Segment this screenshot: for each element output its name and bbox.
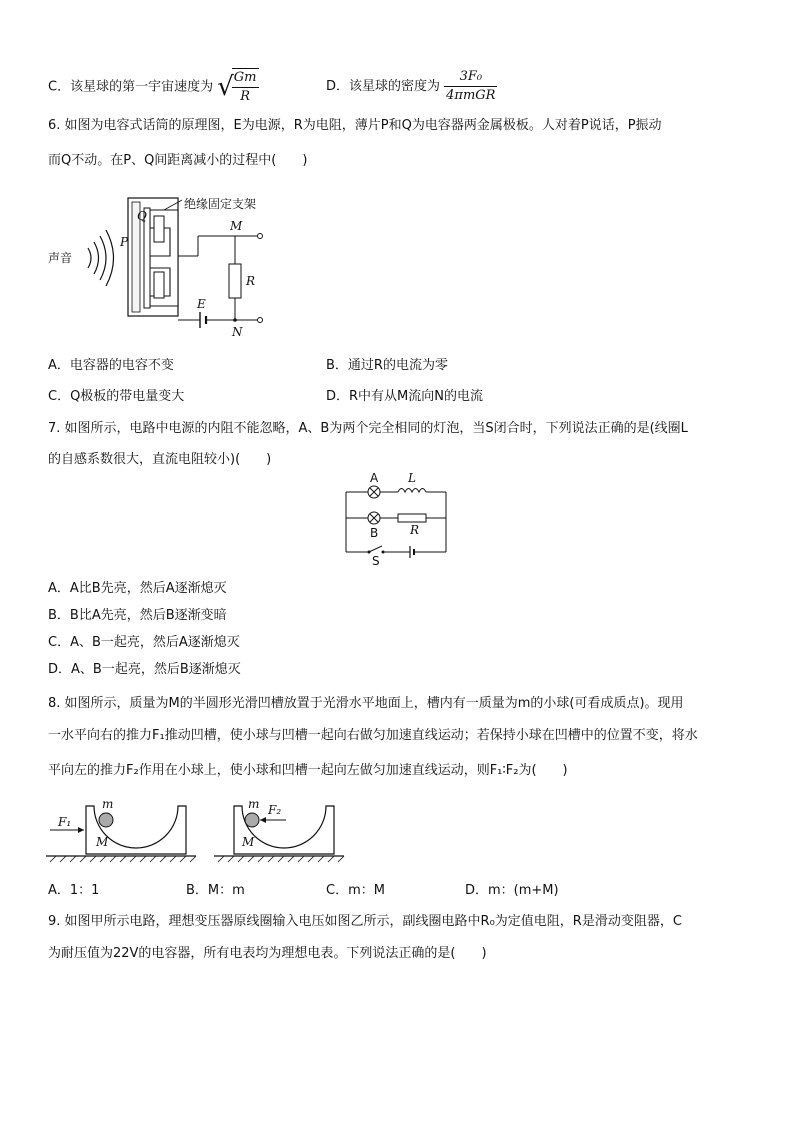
q6-label-M: M xyxy=(230,219,243,233)
q6-label-N: N xyxy=(232,325,243,339)
q6-label-R: R xyxy=(246,274,256,288)
q6-sound-label: 声音 xyxy=(48,251,73,265)
q7-label-A: A xyxy=(370,471,379,485)
q6-bracket-label: 绝缘固定支架 xyxy=(184,197,257,211)
q8-stem-line3: 平向左的推力F₂作用在小球上，使小球和凹槽一起向左做匀加速直线运动，则F₁∶F₂为( ) xyxy=(48,763,568,778)
q7-label-L: L xyxy=(408,471,416,485)
q9-stem-line1: 9. 如图甲所示电路，理想变压器原线圈输入电压如图乙所示，副线圈电路中R₀为定值电阻，R是滑动变阻器，C xyxy=(48,914,682,929)
q7-option-a: A．A比B先亮，然后A逐渐熄灭 xyxy=(48,581,227,596)
q6-option-c: C．Q极板的带电量变大 xyxy=(48,389,185,404)
q7-label-R: R xyxy=(410,523,420,537)
q8-stem-line1: 8. 如图所示，质量为M的半圆形光滑凹槽放置于光滑水平地面上，槽内有一质量为m的小球(可看成质点)。现用 xyxy=(48,696,684,711)
q6-label-P: P xyxy=(120,235,129,249)
q6-option-a: A．电容器的电容不变 xyxy=(48,358,174,373)
q6-label-E: E xyxy=(197,297,206,311)
q6-option-d: D．R中有从M流向N的电流 xyxy=(326,389,483,404)
q6-label-Q: Q xyxy=(137,209,147,223)
q5-option-c xyxy=(48,68,259,106)
q8-left-label-M: M xyxy=(96,835,109,849)
q9-stem-line2: 为耐压值为22V的电容器，所有电表均为理想电表。下列说法正确的是( ) xyxy=(48,946,487,961)
density-fraction xyxy=(444,68,497,105)
q5-option-d-label: D．该星球的密度为 xyxy=(326,79,441,94)
q8-label-F1: F₁ xyxy=(58,815,72,829)
q5-c-denominator: R xyxy=(240,89,251,104)
q7-stem-line1: 7. 如图所示，电路中电源的内阻不能忽略，A、B为两个完全相同的灯泡，当S闭合时，下列说法正确的是(线圈L xyxy=(48,421,688,436)
q5-option-d xyxy=(326,68,497,105)
q8-label-F2: F₂ xyxy=(268,803,282,817)
q8-right-label-m: m xyxy=(248,797,260,811)
sqrt-expression: √ $\frac{Gm}{R}$ xyxy=(217,70,257,104)
q7-option-b: B．B比A先亮，然后B逐渐变暗 xyxy=(48,608,227,623)
q8-stem-line2: 一水平向右的推力F₁推动凹槽，使小球与凹槽一起向右做匀加速直线运动；若保持小球在凹槽中的位置不变，将水 xyxy=(48,728,698,743)
q8-left-label-m: m xyxy=(102,797,114,811)
q6-microphone-diagram xyxy=(40,190,300,340)
q7-option-c: C．A、B一起亮，然后A逐渐熄灭 xyxy=(48,635,240,650)
q8-option-d: D．m：(m+M) xyxy=(465,883,559,898)
q7-option-d: D．A、B一起亮，然后B逐渐熄灭 xyxy=(48,662,241,677)
q6-option-b: B．通过R的电流为零 xyxy=(326,358,448,373)
q5-c-numerator: Gm xyxy=(232,69,259,88)
q5-option-c-label: C．该星球的第一宇宙速度为 xyxy=(48,79,214,95)
q8-option-c: C．m：M xyxy=(326,883,385,898)
q6-stem-line1: 6. 如图为电容式话筒的原理图，E为电源，R为电阻，薄片P和Q为电容器两金属极板。人对着P说话，P振动 xyxy=(48,118,662,133)
q8-groove-diagram xyxy=(46,798,346,868)
q8-option-a: A．1：1 xyxy=(48,883,100,898)
q8-right-label-M: M xyxy=(242,835,255,849)
q5-d-denominator: 4πmGR xyxy=(446,88,496,103)
q7-label-B: B xyxy=(370,526,379,540)
q6-stem-line2: 而Q不动。在P、Q间距离减小的过程中( ) xyxy=(48,153,308,168)
q7-label-S: S xyxy=(372,554,380,568)
q7-stem-line2: 的自感系数很大，直流电阻较小)( ) xyxy=(48,452,272,467)
q5-d-numerator: 3F₀ xyxy=(444,68,497,87)
q8-option-b: B．M：m xyxy=(186,883,245,898)
q7-circuit-diagram xyxy=(340,472,455,567)
